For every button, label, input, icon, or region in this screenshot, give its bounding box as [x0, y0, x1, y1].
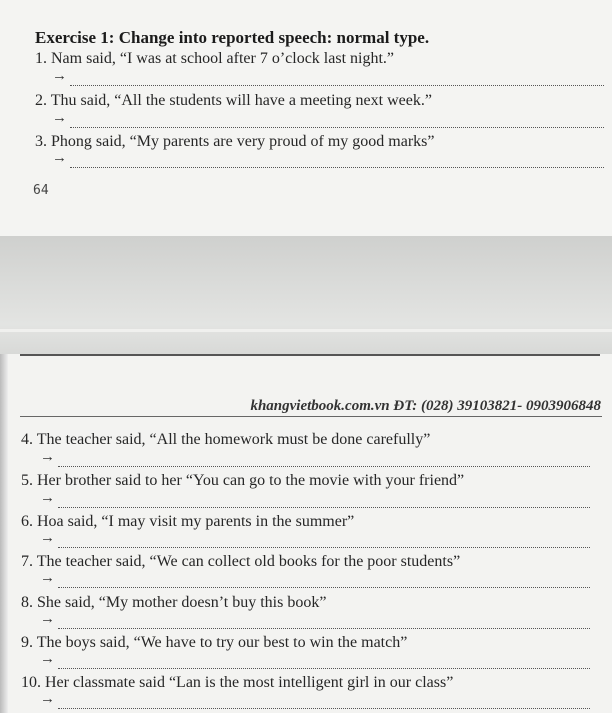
page-edge: [0, 329, 612, 332]
exercise-item: [35, 50, 394, 68]
item-text: Her brother said to her “You can go to the movie with your friend”: [37, 472, 465, 489]
item-number: 1.: [35, 50, 47, 67]
item-number: 6.: [21, 513, 33, 530]
exercise-title: Exercise 1: Change into reported speech: normal type.: [35, 28, 430, 47]
exercise-item: [21, 594, 326, 612]
exercise-item: [21, 553, 460, 571]
item-number: 10.: [21, 674, 41, 691]
item-number: 8.: [21, 594, 33, 611]
exercise-item: [21, 634, 407, 652]
item-text: The boys said, “We have to try our best to win the match”: [36, 634, 408, 651]
item-text: The teacher said, “All the homework must be done carefully”: [36, 431, 431, 448]
item-text: Thu said, “All the students will have a meeting next week.”: [50, 92, 432, 109]
answer-line[interactable]: [40, 492, 590, 510]
item-text: Her classmate said “Lan is the most intelligent girl in our class”: [45, 674, 454, 691]
top-rule: [20, 354, 600, 356]
exercise-item: [21, 472, 464, 490]
arrow-icon: →: [40, 530, 55, 546]
arrow-icon: →: [52, 150, 67, 166]
exercise-item: [21, 674, 453, 692]
arrow-icon: →: [52, 68, 67, 84]
item-text: The teacher said, “We can collect old books for the poor students”: [36, 553, 461, 570]
item-number: 9.: [21, 634, 33, 651]
item-text: Hoa said, “I may visit my parents in the summer”: [37, 513, 355, 530]
answer-line[interactable]: [40, 572, 590, 590]
answer-line[interactable]: [52, 152, 604, 170]
item-number: 2.: [35, 92, 47, 109]
arrow-icon: →: [40, 490, 55, 506]
answer-line[interactable]: [40, 532, 590, 550]
publisher-header: khangvietbook.com.vn ĐT: (028) 39103821- 0903906848: [250, 398, 601, 414]
header-rule: [20, 416, 602, 417]
item-text: She said, “My mother doesn’t buy this book”: [37, 594, 327, 611]
arrow-icon: →: [40, 449, 55, 465]
page-binding: [0, 354, 8, 713]
item-number: 3.: [35, 133, 47, 150]
arrow-icon: →: [40, 570, 55, 586]
answer-line[interactable]: [40, 653, 590, 671]
exercise-item: [35, 133, 434, 151]
exercise-item: [35, 92, 432, 110]
answer-line[interactable]: [52, 112, 604, 130]
arrow-icon: →: [40, 651, 55, 667]
answer-line[interactable]: [40, 451, 590, 469]
answer-line[interactable]: [40, 613, 590, 631]
item-number: 4.: [21, 431, 33, 448]
arrow-icon: →: [52, 110, 67, 126]
item-text: Nam said, “I was at school after 7 o’clock last night.”: [51, 50, 394, 67]
item-text: Phong said, “My parents are very proud of my good marks”: [51, 133, 435, 150]
answer-line[interactable]: [52, 70, 604, 88]
arrow-icon: →: [40, 611, 55, 627]
page-number: 64: [33, 183, 49, 198]
answer-line[interactable]: [40, 693, 590, 711]
item-number: 7.: [21, 553, 33, 570]
page-gap: [0, 236, 612, 354]
item-number: 5.: [21, 472, 33, 489]
arrow-icon: →: [40, 691, 55, 707]
exercise-item: [21, 431, 430, 449]
exercise-item: [21, 513, 354, 531]
